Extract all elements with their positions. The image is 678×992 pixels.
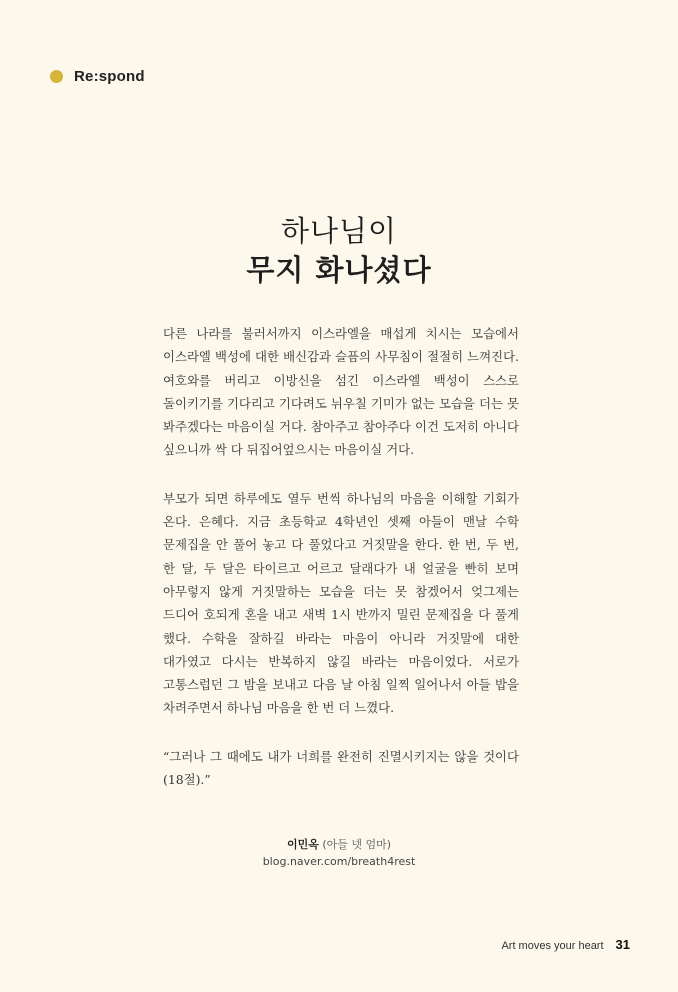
section-name: Re:spond: [74, 68, 145, 85]
article-title: [0, 212, 678, 290]
author-blog-link[interactable]: blog.naver.com/breath4rest: [262, 855, 416, 868]
author-role: (아들 넷 엄마): [322, 838, 392, 851]
section-header: [50, 68, 145, 85]
title-line-2: 무지 화나셨다: [246, 253, 432, 287]
scripture-quote: “그러나 그 때에도 내가 너희를 완전히 진멸시키지는 않을 것이다(18절).”: [163, 748, 519, 788]
body-paragraph-2: 부모가 되면 하루에도 열두 번씩 하나님의 마음을 이해할 기회가 온다. 은혜다. 지금 초등학교 4학년인 셋째 아들이 맨날 수학 문제집을 안 풀어 놓고 다 풀었다고 거짓말을 한다. 한 번, 두 번, 한 달, 두 달은 타이르고 어르고 달래다가 내 얼굴을 빤히 보며 아무렇지 않게 거짓말하는 모습을 더는 못 참겠어서 엊그제는 드디어 호되게 혼을 내고 새벽 1시 반까지 밀린 문제집을 다 풀게 했다. 수학을 잘하길 바라는 마음이 아니라 거짓말에 대한 대가였고 다시는 반복하지 않길 바라는 마음이었다. 서로가 고통스럽던 그 밤을 보내고 다음 날 아침 일찍 일어나서 아들 밥을 차려주면서 하나님 마음을 한 번 더 느꼈다.: [163, 490, 519, 716]
footer-tagline: Art moves your heart: [501, 940, 604, 952]
title-line-1: 하나님이: [280, 214, 398, 248]
author-credit: [0, 836, 678, 870]
bullet-dot-icon: [50, 70, 63, 83]
author-name: 이민옥: [286, 838, 319, 851]
page-number: 31: [615, 937, 630, 952]
body-paragraph-1: 다른 나라를 불러서까지 이스라엘을 매섭게 치시는 모습에서 이스라엘 백성에 대한 배신감과 슬픔의 사무침이 절절히 느껴진다. 여호와를 버리고 이방신을 섬긴 이스라엘 백성이 스스로 돌이키기를 기다리고 기다려도 뉘우칠 기미가 없는 모습을 더는 못 봐주겠다는 마음이실 거다. 참아주고 참아주다 이건 도저히 아니다 싶으니까 싹 다 뒤집어엎으시는 마음이실 거다.: [163, 326, 519, 458]
article-body: [163, 322, 519, 791]
page-footer: [501, 937, 630, 952]
author-line: [0, 836, 678, 853]
